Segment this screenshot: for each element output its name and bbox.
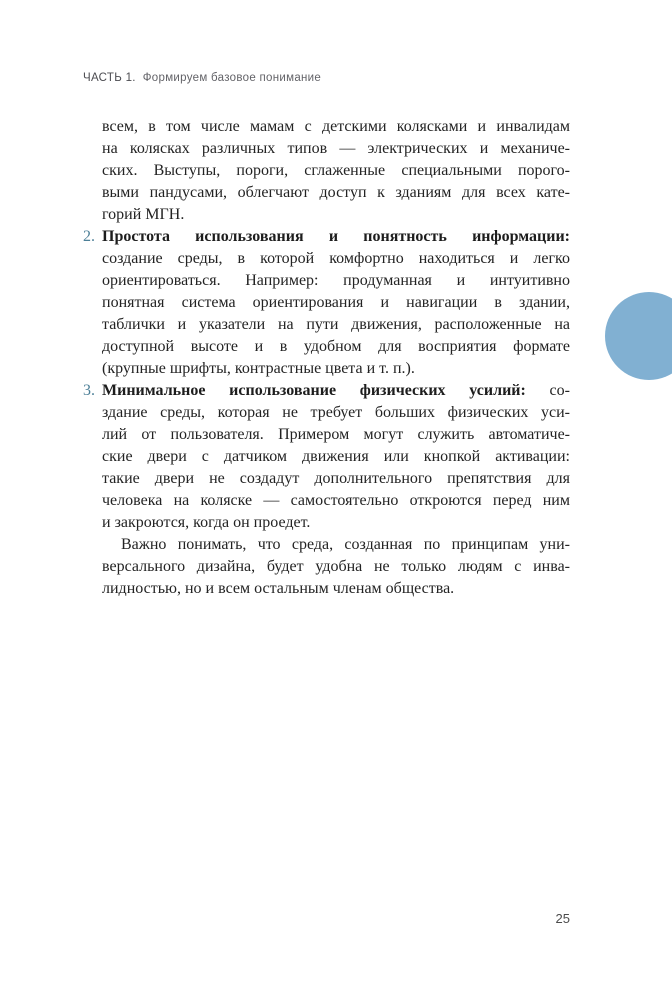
chapter-subtitle: Формируем базовое понимание	[142, 72, 322, 84]
running-header	[83, 72, 321, 84]
list-item	[83, 226, 570, 380]
text-line: таблички и указатели на пути движения, расположенные на	[102, 316, 570, 333]
text-line: версального дизайна, будет удобна не только людям с инва-	[102, 558, 570, 575]
list-item-number: 3.	[83, 382, 95, 399]
text-line: понятная система ориентирования и навигации в здании,	[102, 294, 570, 311]
list-item-title: Минимальное использование физических усилий:	[102, 382, 526, 399]
list-item-number: 2.	[83, 228, 95, 245]
text-line: здание среды, которая не требует больших физических уси-	[102, 404, 570, 421]
text-line: лидностью, но и всем остальным членам общества.	[102, 580, 455, 597]
page-number: 25	[555, 911, 570, 926]
text-line: выми пандусами, облегчают доступ к зданиям для всех кате-	[102, 184, 570, 201]
body-text	[83, 116, 570, 600]
text-line: ские двери с датчиком движения или кнопкой активации:	[102, 448, 570, 465]
list-item	[83, 380, 570, 534]
text-line: ских. Выступы, пороги, сглаженные специальными порого-	[102, 162, 570, 179]
text-line	[102, 226, 570, 248]
text-line: всем, в том числе мамам с детскими колясками и инвалидам	[102, 118, 570, 135]
part-label: ЧАСТЬ 1.	[83, 72, 136, 84]
text-line: лий от пользователя. Примером могут служить автоматиче-	[102, 426, 570, 443]
text-line: Минимальное использование физических усилий: со-	[102, 382, 570, 399]
text-line: создание среды, в которой комфортно находиться и легко	[102, 250, 570, 267]
blue-circle-decoration	[605, 292, 672, 380]
list-item-title: Простота использования и понятность информации:	[102, 228, 570, 245]
text-line: такие двери не создадут дополнительного препятствия для	[102, 470, 570, 487]
paragraph	[102, 534, 570, 600]
text-line: горий МГН.	[102, 206, 185, 223]
text-line: ориентироваться. Например: продуманная и интуитивно	[102, 272, 570, 289]
text-line: человека на коляске — самостоятельно откроются перед ним	[102, 492, 570, 509]
text-line: на колясках различных типов — электрических и механиче-	[102, 140, 570, 157]
text-line: и закроются, когда он проедет.	[102, 514, 311, 531]
text-line: (крупные шрифты, контрастные цвета и т. п.).	[102, 360, 415, 377]
text-line: доступной высоте и в удобном для восприятия формате	[102, 338, 570, 355]
text-line: Важно понимать, что среда, созданная по принципам уни-	[121, 536, 570, 553]
paragraph	[102, 116, 570, 226]
